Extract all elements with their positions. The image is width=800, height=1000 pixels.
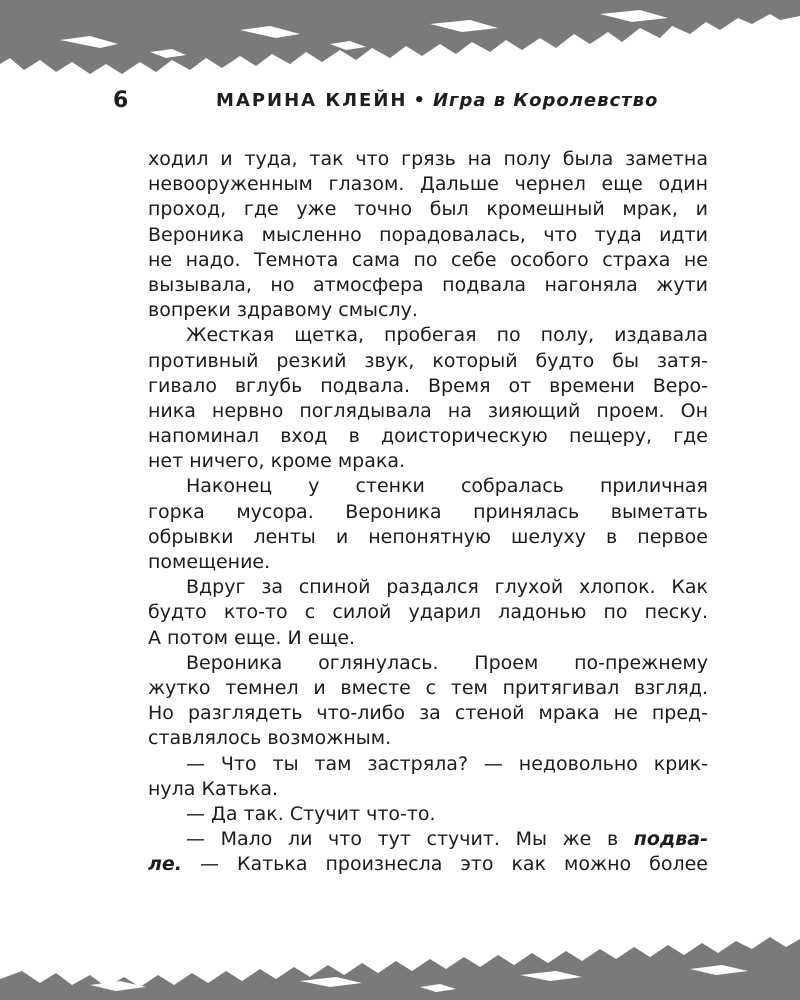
page-header [0,86,800,116]
text-line: вопреки здравому смыслу. [148,299,418,322]
text-line [148,852,708,877]
text-line-part: — Катька произнесла это как можно более [182,853,708,876]
text-line: будто кто-то с силой ударил ладонью по песку. [148,601,708,624]
text-line: Наконец у стенки собралась приличная [186,475,708,498]
torn-top-edge [0,0,800,80]
text-line: — Что ты там застряла? — недовольно крик- [186,752,708,775]
text-line: Но разглядеть что-либо за стеной мрака не пред- [148,702,708,725]
text-line: ника нервно поглядывала на зияющий проем. Он [148,399,708,422]
text-line: А потом еще. И еще. [148,626,356,649]
text-line: невооруженным глазом. Дальше чернел еще один [148,173,708,196]
emphasis-text: подва- [633,828,708,851]
text-line: проход, где уже точно был кромешный мрак, и [148,198,708,221]
page-number: 6 [113,88,129,113]
text-line: противный резкий звук, который будто бы затя- [148,349,708,372]
text-line: Вероника мысленно порадовалась, что туда идти [148,223,708,246]
text-line: вызывала, но атмосфера подвала нагоняла жути [148,273,708,296]
text-line: обрывки ленты и непонятную шелуху в первое [148,525,708,548]
text-line: помещение. [148,551,271,573]
header-separator: • [413,90,427,111]
text-line: Вероника оглянулась. Проем по-прежнему [186,651,708,674]
text-line: ставлялось возможным. [148,727,392,750]
torn-bottom-edge [0,925,800,1000]
running-head [216,86,658,116]
text-line-part: — Мало ли что тут стучит. Мы же в [186,828,619,851]
body-text [148,147,708,877]
emphasis-text: ле. [148,853,183,876]
text-line: Вдруг за спиной раздался глухой хлопок. Как [186,576,708,599]
text-line: нет ничего, кроме мрака. [148,450,406,473]
book-title: Игра в Королевство [432,90,659,111]
text-line: ходил и туда, так что грязь на полу была заметна [148,148,708,170]
text-line: — Да так. Стучит что-то. [186,802,436,825]
text-line: жутко темнел и вместе с тем притягивал взгляд. [148,676,708,699]
text-line: горка мусора. Вероника принялась выметать [148,500,708,523]
author-name: МАРИНА КЛЕЙН [216,90,408,111]
text-line: гивало вглубь подвала. Время от времени Веро- [148,374,708,397]
text-line [148,827,708,852]
text-line: нула Катька. [148,777,279,800]
text-line: напоминал вход в доисторическую пещеру, где [148,425,708,448]
text-line: Жесткая щетка, пробегая по полу, издавала [186,324,708,347]
text-line: не надо. Темнота сама по себе особого страха не [148,248,708,271]
